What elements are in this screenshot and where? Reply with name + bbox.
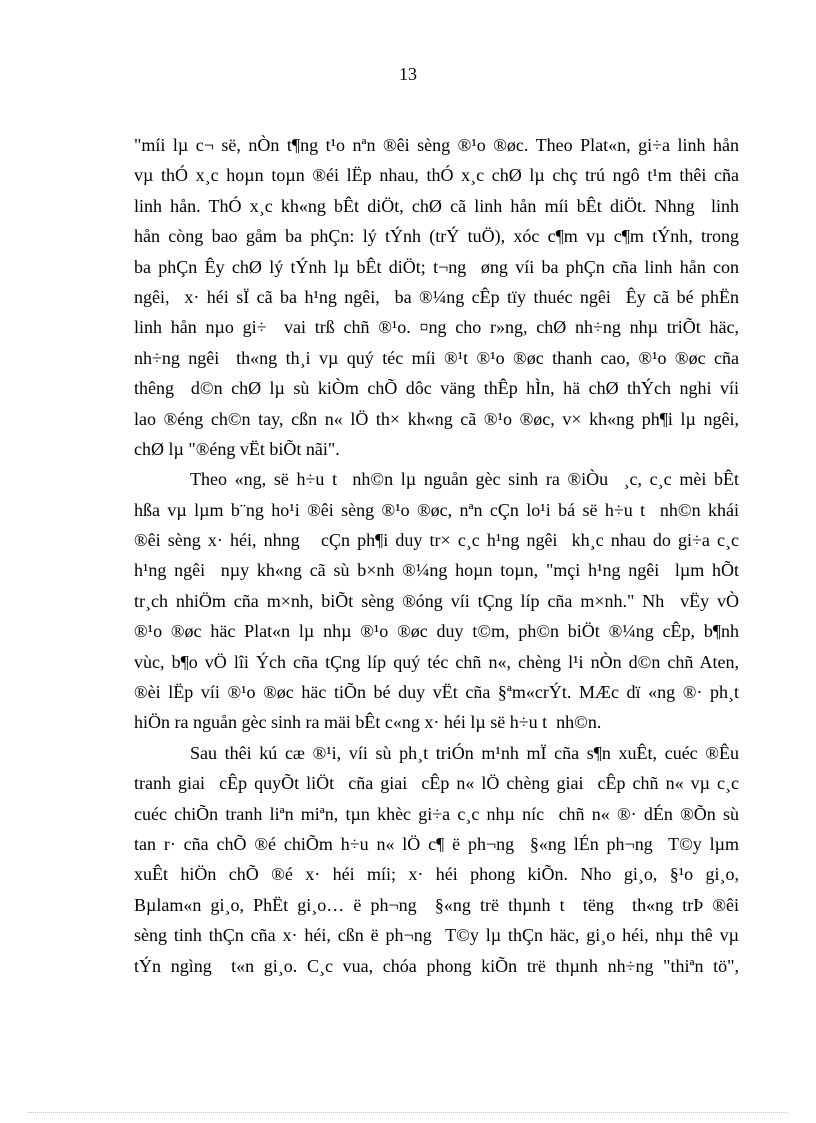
text-line: thêng d©n chØ lµ sù kiÒm chÕ dôc väng thÊp hÌn, hä chØ thÝch nghi víi [134,378,739,399]
text-line: hßa vµ lµm b¨ng ho¹i ®êi sèng ®¹o ®øc, nªn cÇn lo¹i bá së h÷u t nh©n khái [134,499,739,520]
text-line: tr¸ch nhiÖm cña m×nh, biÕt sèng ®óng víi tÇng líp cña m×nh." Nh vËy vÒ [134,590,739,611]
text-line: Bµlam«n gi¸o, PhËt gi¸o… ë ph¬ng §«ng trë thµnh t tëng th«ng trÞ ®êi [134,894,739,915]
text-line: Sau thêi kú cæ ®¹i, víi sù ph¸t triÓn m¹nh mÏ cña s¶n xuÊt, cuéc ®Êu [190,742,739,763]
page-bottom-border [28,1112,788,1113]
text-line: ba phÇn Êy chØ lý tÝnh lµ bÊt diÖt; t¬ng øng víi ba phÇn cña linh hån con [134,256,739,277]
text-line: tan r· cña chÕ ®é chiÕm h÷u n« lÖ c¶ ë ph¬ng §«ng lÉn ph¬ng T©y lµm [134,833,739,854]
paragraph-2 [134,464,739,738]
text-line: cuéc chiÕn tranh liªn miªn, tµn khèc gi÷a c¸c nhµ níc chñ n« ®· dÉn ®Õn sù [134,803,739,824]
text-line: tÝn ngìng t«n gi¸o. C¸c vua, chóa phong kiÕn trë thµnh nh÷ng "thiªn tö", [134,955,739,976]
text-line: xuÊt hiÖn chÕ ®é x· héi míi; x· héi phong kiÕn. Nho gi¸o, §¹o gi¸o, [134,864,739,885]
text-line: ngêi, x· héi sÏ cã ba h¹ng ngêi, ba ®¼ng cÊp tïy thuéc ngêi Êy cã bé phËn [134,286,739,307]
text-line: nh÷ng ngêi th«ng th¸i vµ quý téc míi ®¹t ®¹o ®øc thanh cao, ®¹o ®øc cña [134,347,739,368]
text-line: linh hån. ThÓ x¸c kh«ng bÊt diÖt, chØ cã linh hån míi bÊt diÖt. Nhng linh [134,195,739,216]
text-line: hån còng bao gåm ba phÇn: lý tÝnh (trÝ tuÖ), xóc c¶m vµ c¶m tÝnh, trong [134,226,739,247]
text-line: tranh giai cÊp quyÕt liÖt cña giai cÊp n« lÖ chèng giai cÊp chñ n« vµ c¸c [134,773,739,794]
text-line: h¹ng ngêi nµy kh«ng cã sù b×nh ®¼ng hoµn toµn, "mçi h¹ng ngêi lµm hÕt [134,560,739,581]
text-line: chØ lµ "®éng vËt biÕt nãi". [134,438,340,459]
text-line: ®êi sèng x· héi, nhng cÇn ph¶i duy tr× c¸c h¹ng ngêi kh¸c nhau do gi÷a c¸c [134,530,739,551]
page-number: 13 [399,64,417,84]
text-line: linh hån nµo gi÷ vai trß chñ ®¹o. ¤ng cho r»ng, chØ nh÷ng nhµ triÕt häc, [134,317,739,338]
paragraph-3 [134,738,739,981]
text-line: ®¹o ®øc häc Plat«n lµ nhµ ®¹o ®øc duy t©m, ph©n biÖt ®¼ng cÊp, b¶nh [134,621,739,642]
text-line: vµ thÓ x¸c hoµn toµn ®éi lËp nhau, thÓ x¸c chØ lµ chç trú ngô t¹m thêi cña [134,165,739,186]
text-line: sèng tinh thÇn cña x· héi, cßn ë ph¬ng T©y lµ thÇn häc, gi¸o héi, nhµ thê vµ [134,925,739,946]
text-line: hiÖn ra nguån gèc sinh ra mäi bÊt c«ng x· héi lµ së h÷u t nh©n. [134,712,602,733]
body-text [134,130,739,981]
text-line: ®èi lËp víi ®¹o ®øc häc tiÕn bé duy vËt cña §ªm«crÝt. MÆc dï «ng ®· ph¸t [134,682,739,703]
paragraph-1 [134,130,739,464]
text-line: "míi lµ c¬ së, nÒn t¶ng t¹o nªn ®êi sèng ®¹o ®øc. Theo Plat«n, gi÷a linh hån [134,135,739,155]
text-line: Theo «ng, së h÷u t nh©n lµ nguån gèc sinh ra ®iÒu ¸c, c¸c mèi bÊt [190,469,739,490]
text-line: lao ®éng ch©n tay, cßn n« lÖ th× kh«ng cã ®¹o ®øc, v× kh«ng ph¶i lµ ngêi, [134,408,739,429]
text-line: vùc, b¶o vÖ lîi Ých cña tÇng líp quý téc chñ n«, chèng l¹i nÒn d©n chñ Aten, [134,651,739,672]
